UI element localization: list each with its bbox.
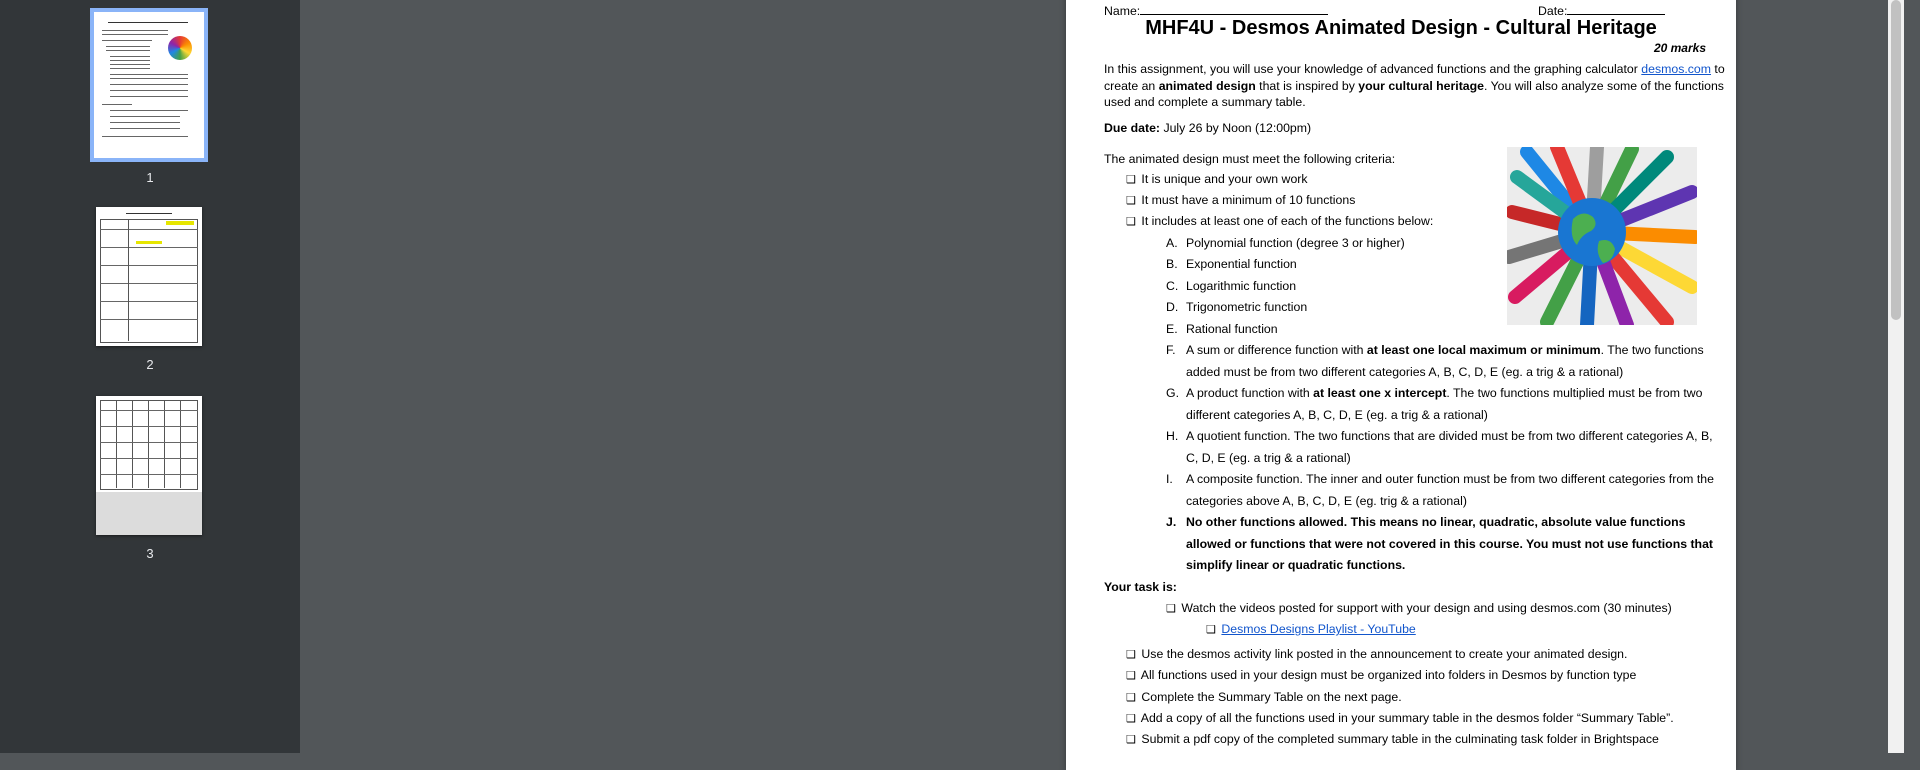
function-item-d xyxy=(1166,300,1307,315)
playlist-link[interactable]: Desmos Designs Playlist - YouTube xyxy=(1221,622,1416,636)
list-letter: A. xyxy=(1166,236,1178,250)
function-item-i xyxy=(1166,472,1714,487)
task-item-videos xyxy=(1166,601,1672,617)
thumbnail-image xyxy=(168,36,192,60)
list-letter: H. xyxy=(1166,429,1179,443)
function-item-j-cont: allowed or functions that were not covered in this course. You must not use functions that xyxy=(1186,537,1714,551)
intro-line-1 xyxy=(1104,62,1725,77)
date-label: Date: xyxy=(1538,4,1568,18)
page-thumbnail-1[interactable] xyxy=(94,12,204,158)
task-item-playlist xyxy=(1206,622,1416,638)
criteria-item xyxy=(1126,172,1308,188)
task-text: Submit a pdf copy of the completed summary table in the culminating task folder in Brightspace xyxy=(1141,732,1659,746)
list-letter: J. xyxy=(1166,515,1177,529)
function-bold: at least one local maximum or minimum xyxy=(1366,343,1601,357)
function-text: A sum or difference function with xyxy=(1186,343,1367,357)
list-letter: G. xyxy=(1166,386,1179,400)
function-text: . The two functions multiplied must be from two xyxy=(1446,386,1703,400)
intro-text: create an xyxy=(1104,79,1159,93)
checkbox-icon: ❑ xyxy=(1206,624,1216,636)
checkbox-icon: ❑ xyxy=(1126,734,1136,746)
page-thumbnail-2[interactable] xyxy=(96,207,202,346)
intro-bold-heritage: your cultural heritage xyxy=(1358,79,1484,93)
function-text: Exponential function xyxy=(1186,257,1297,271)
task-item xyxy=(1126,732,1659,748)
checkbox-icon: ❑ xyxy=(1126,216,1136,228)
checkbox-icon: ❑ xyxy=(1126,195,1136,207)
checkbox-icon: ❑ xyxy=(1126,692,1136,704)
function-item-j-cont: simplify linear or quadratic functions. xyxy=(1186,558,1406,572)
criteria-heading: The animated design must meet the following criteria: xyxy=(1104,152,1396,166)
criteria-item xyxy=(1126,214,1433,230)
intro-text-end: to xyxy=(1711,62,1725,76)
page-number-2: 2 xyxy=(146,357,154,372)
function-item-g-cont: different categories A, B, C, D, E (eg. a trig & a rational) xyxy=(1186,408,1488,422)
page-thumbnail-3[interactable] xyxy=(96,396,202,535)
scrollbar-thumb[interactable] xyxy=(1891,0,1901,320)
list-letter: C. xyxy=(1166,279,1179,293)
task-text: Use the desmos activity link posted in the announcement to create your animated design. xyxy=(1141,647,1628,661)
intro-line-3: used and complete a summary table. xyxy=(1104,95,1306,109)
task-text: Watch the videos posted for support with your design and using desmos.com (30 minutes) xyxy=(1181,601,1672,615)
intro-text: that is inspired by xyxy=(1255,79,1359,93)
intro-text: . You will also analyze some of the functions xyxy=(1484,79,1724,93)
criteria-item xyxy=(1126,193,1355,209)
task-item xyxy=(1126,668,1636,684)
list-letter: F. xyxy=(1166,343,1176,357)
function-item-f xyxy=(1166,343,1704,358)
function-item-e xyxy=(1166,322,1278,337)
checkbox-icon: ❑ xyxy=(1126,670,1136,682)
function-item-c xyxy=(1166,279,1296,294)
function-text: Polynomial function (degree 3 or higher) xyxy=(1186,236,1405,250)
intro-line-2 xyxy=(1104,79,1724,94)
task-item xyxy=(1126,690,1402,706)
function-item-b xyxy=(1166,257,1297,272)
due-label: Due date: xyxy=(1104,121,1161,135)
desmos-link[interactable]: desmos.com xyxy=(1641,62,1712,76)
task-text: Add a copy of all the functions used in your summary table in the desmos folder “Summary Table”. xyxy=(1140,711,1674,725)
page-number-3: 3 xyxy=(146,546,154,561)
page-number-1: 1 xyxy=(146,170,154,185)
list-letter: D. xyxy=(1166,300,1179,314)
document-title: MHF4U - Desmos Animated Design - Cultural Heritage xyxy=(1145,17,1657,39)
list-letter: E. xyxy=(1166,322,1178,336)
marks-label: 20 marks xyxy=(1653,41,1706,55)
task-text: Complete the Summary Table on the next page. xyxy=(1141,690,1402,704)
due-date xyxy=(1104,121,1311,136)
function-text: Rational function xyxy=(1186,322,1278,336)
function-text: Logarithmic function xyxy=(1186,279,1297,293)
task-item xyxy=(1126,711,1674,727)
function-item-i-cont: categories above A, B, C, D, E (eg. trig & a rational) xyxy=(1186,494,1467,508)
name-label: Name: xyxy=(1104,4,1141,18)
checkbox-icon: ❑ xyxy=(1166,603,1176,615)
function-bold: at least one x intercept xyxy=(1313,386,1447,400)
function-item-h xyxy=(1166,429,1713,444)
vertical-scrollbar[interactable] xyxy=(1888,0,1904,753)
checkbox-icon: ❑ xyxy=(1126,649,1136,661)
function-item-j xyxy=(1166,515,1685,530)
task-text: All functions used in your design must be organized into folders in Desmos by function type xyxy=(1140,668,1637,682)
checkbox-icon: ❑ xyxy=(1126,713,1136,725)
function-text: A composite function. The inner and outer function must be from two different categories from the xyxy=(1186,472,1714,486)
intro-text: In this assignment, you will use your knowledge of advanced functions and the graphing calculator xyxy=(1104,62,1642,76)
function-text: . The two functions xyxy=(1600,343,1704,357)
function-item-f-cont: added must be from two different categories A, B, C, D, E (eg. a trig & a rational) xyxy=(1186,365,1624,379)
document-viewer[interactable] xyxy=(300,0,1904,753)
function-text: Trigonometric function xyxy=(1186,300,1308,314)
function-text: No other functions allowed. This means no linear, quadratic, absolute value functions xyxy=(1186,515,1686,529)
task-heading: Your task is: xyxy=(1104,580,1177,594)
function-item-a xyxy=(1166,236,1405,251)
function-text: A quotient function. The two functions that are divided must be from two different categories A, B, xyxy=(1186,429,1713,443)
function-item-g xyxy=(1166,386,1703,401)
checkbox-icon: ❑ xyxy=(1126,174,1136,186)
intro-bold-animated: animated design xyxy=(1158,79,1256,93)
criteria-text: It is unique and your own work xyxy=(1141,172,1308,186)
due-value: July 26 by Noon (12:00pm) xyxy=(1160,121,1312,135)
function-text: A product function with xyxy=(1186,386,1314,400)
criteria-text: It includes at least one of each of the functions below: xyxy=(1141,214,1434,228)
pdf-page-1 xyxy=(1066,0,1736,770)
cultural-hands-image xyxy=(1507,147,1697,325)
criteria-text: It must have a minimum of 10 functions xyxy=(1141,193,1356,207)
list-letter: B. xyxy=(1166,257,1178,271)
task-item xyxy=(1126,647,1627,663)
thumbnail-sidebar xyxy=(0,0,300,753)
list-letter: I. xyxy=(1166,472,1173,486)
function-item-h-cont: C, D, E (eg. a trig & a rational) xyxy=(1186,451,1351,465)
